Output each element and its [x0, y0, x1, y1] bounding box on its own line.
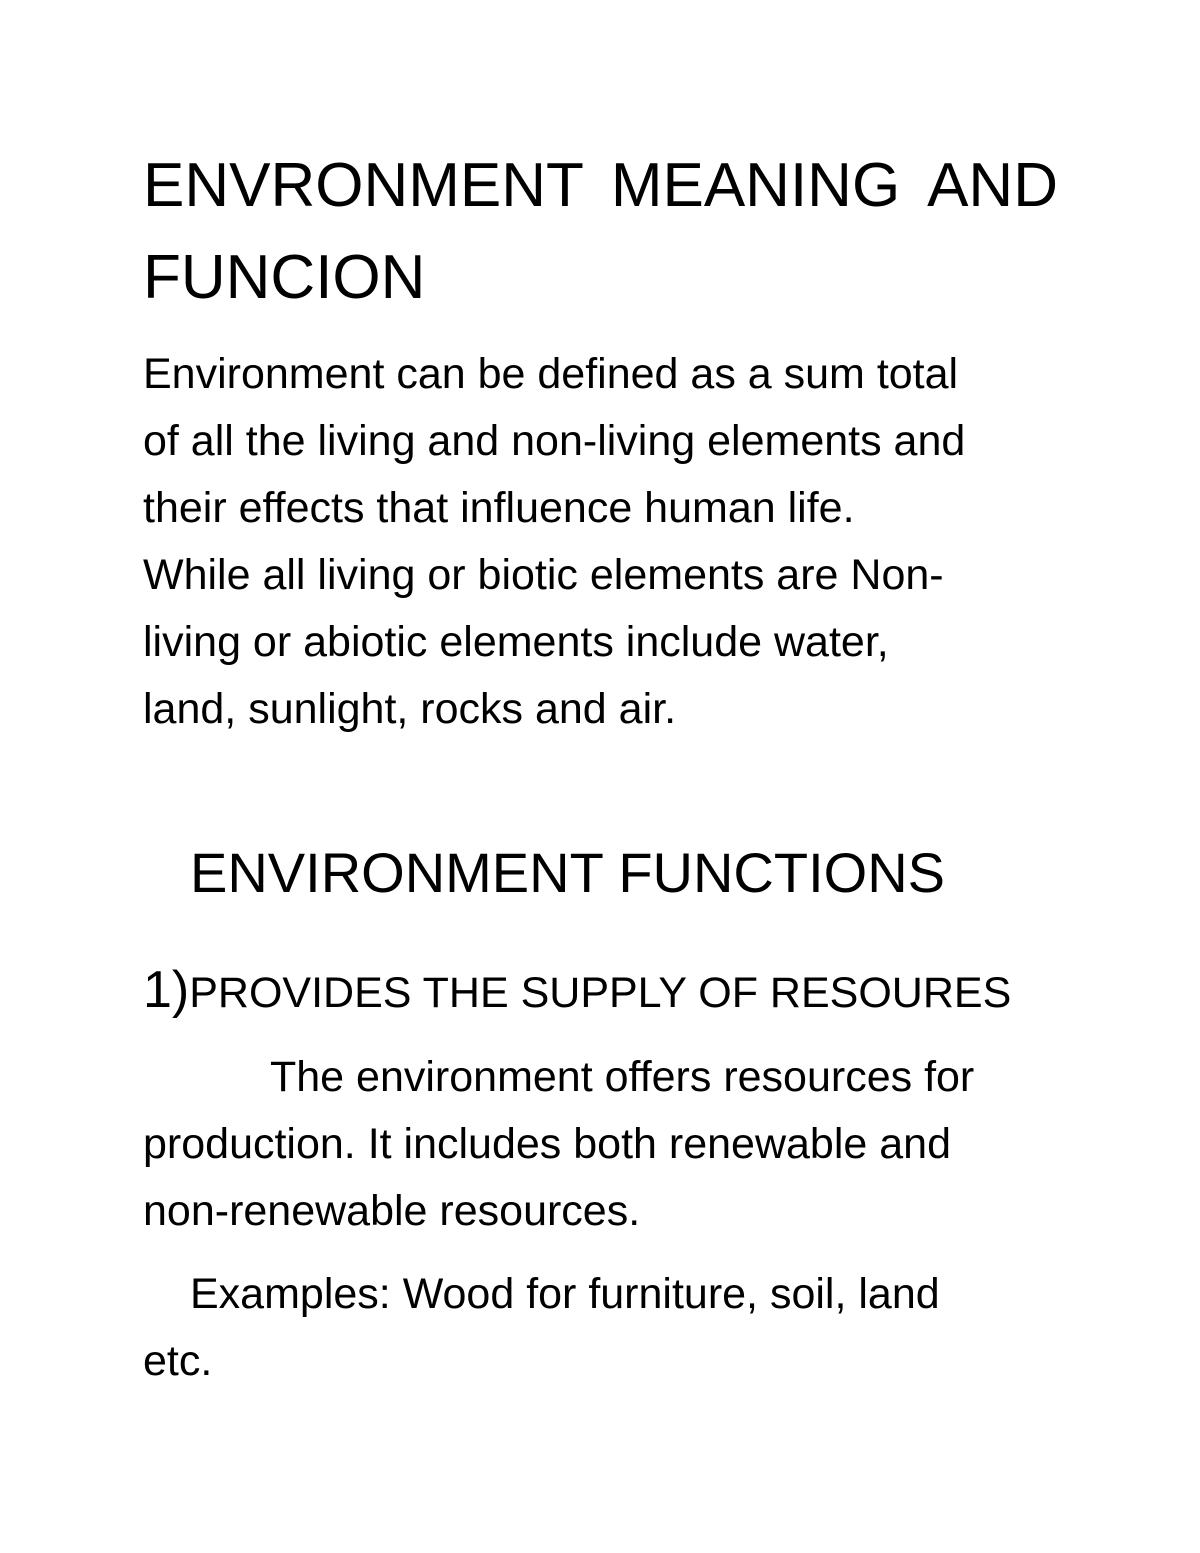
intro-line-5: living or abiotic elements include water,	[143, 618, 889, 666]
item-1-desc-line-3: non-renewable resources.	[143, 1187, 641, 1235]
heading-word-2: MEANING	[610, 151, 901, 220]
heading-word-1: ENVRONMENT	[143, 151, 584, 220]
section-heading: ENVIRONMENT FUNCTIONS	[190, 841, 945, 904]
main-heading-line-2: FUNCION	[143, 243, 426, 312]
intro-line-3: their effects that influence human life.	[143, 484, 855, 532]
examples-line-2: etc.	[143, 1337, 213, 1385]
intro-line-1: Environment can be defined as a sum total	[143, 350, 959, 398]
function-item-1-title	[143, 960, 1011, 1020]
item-1-desc-line-1: The environment offers resources for	[270, 1053, 975, 1101]
intro-line-4: While all living or biotic elements are Non-	[143, 551, 944, 599]
item-number: 1)	[143, 961, 190, 1019]
main-heading-line-1	[143, 150, 1058, 221]
item-title: PROVIDES THE SUPPLY OF RESOURES	[189, 969, 1012, 1017]
heading-word-3: AND	[927, 151, 1058, 220]
item-1-desc-line-2: production. It includes both renewable and	[143, 1120, 951, 1168]
intro-line-6: land, sunlight, rocks and air.	[143, 685, 677, 733]
examples-line-1: Examples: Wood for furniture, soil, land	[190, 1270, 940, 1318]
intro-line-2: of all the living and non-living elements and	[143, 417, 966, 465]
